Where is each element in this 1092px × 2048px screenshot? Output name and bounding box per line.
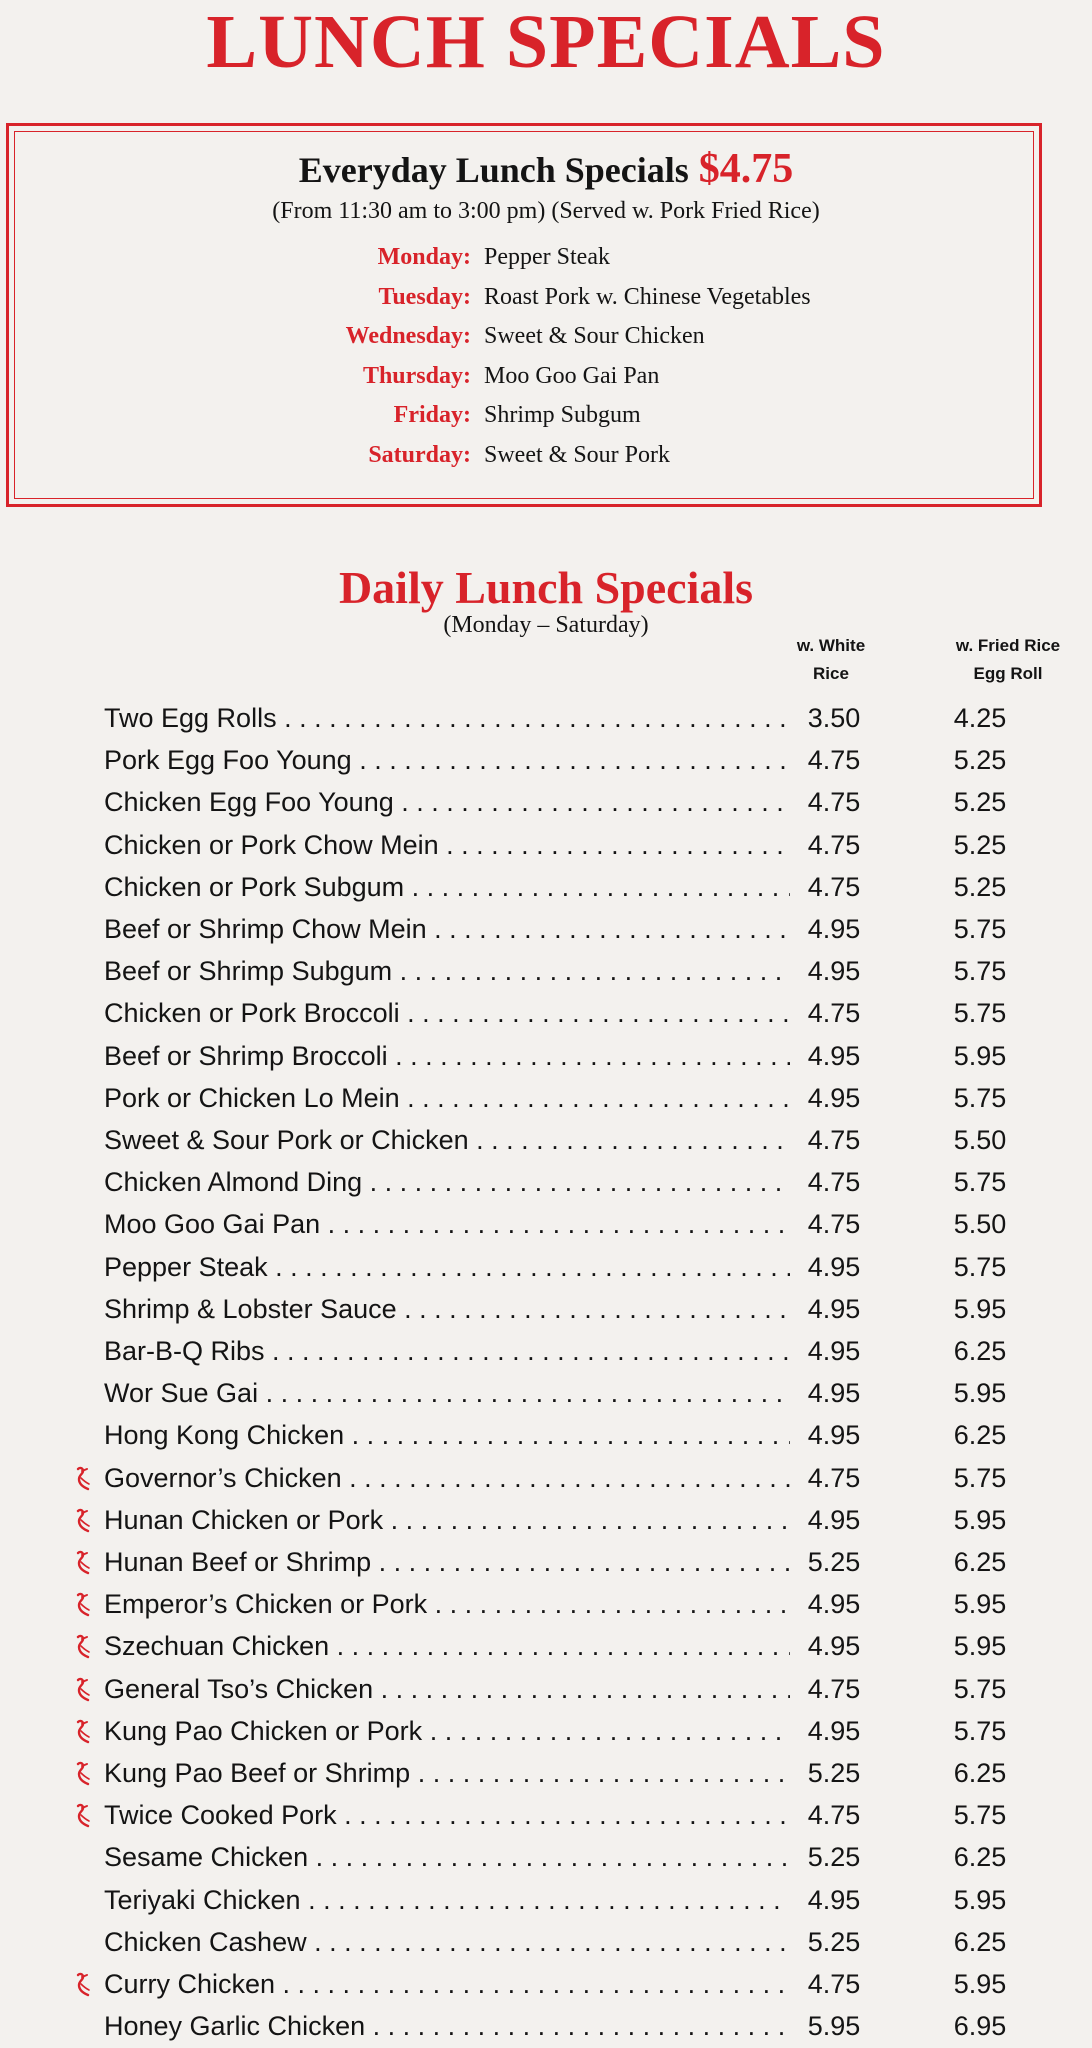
menu-item-row <box>0 908 1092 950</box>
menu-item-name: Chicken or Pork Subgum . . . <box>104 866 790 908</box>
price-white-rice: 3.50 <box>807 703 861 733</box>
menu-item-row <box>0 1119 1092 1161</box>
price-fried-rice: 6.25 <box>953 1420 1007 1451</box>
price-fried-rice: 5.75 <box>953 914 1007 944</box>
menu-item-name: Sweet & Sour Pork or Chicken . . . <box>104 1119 790 1161</box>
price-white-rice: 5.95 <box>807 2011 861 2042</box>
price-fried-rice: 5.75 <box>953 1167 1007 1198</box>
price-white-rice: 4.75 <box>807 871 861 902</box>
menu-item-name: Pepper Steak . . . <box>104 1246 790 1288</box>
price-fried-rice: 5.95 <box>953 1293 1007 1324</box>
menu-item-name: Kung Pao Chicken or Pork . . . <box>104 1710 790 1752</box>
column-header-white-rice-line2: Rice <box>813 664 849 683</box>
day-dish: Roast Pork w. Chinese Vegetables <box>484 283 811 310</box>
menu-item-row <box>0 992 1092 1034</box>
menu-item-name: Chicken or Pork Chow Mein . . . <box>104 824 790 866</box>
price-white-rice: 5.25 <box>807 1758 861 1788</box>
price-white-rice: 4.95 <box>807 914 861 944</box>
menu-item-name: Kung Pao Beef or Shrimp . . . <box>104 1752 790 1794</box>
menu-item-name: Curry Chicken . . . <box>104 1963 790 2005</box>
menu-item-row <box>0 950 1092 992</box>
everyday-day-row <box>0 278 1036 316</box>
menu-item-name: General Tso’s Chicken . . . <box>104 1668 790 1710</box>
menu-item-name: Pork or Chicken Lo Mein . . . <box>104 1077 790 1119</box>
hot-pepper-icon <box>70 1633 98 1661</box>
everyday-price: $4.75 <box>698 146 794 192</box>
price-white-rice: 4.95 <box>807 1336 861 1366</box>
hot-pepper-icon <box>70 1507 98 1535</box>
day-dish: Moo Goo Gai Pan <box>484 362 660 389</box>
price-white-rice: 4.95 <box>807 956 861 987</box>
price-white-rice: 4.75 <box>807 1125 861 1155</box>
menu-item-row <box>0 1794 1092 1836</box>
menu-item-row <box>0 739 1092 781</box>
menu-item-row <box>0 1583 1092 1625</box>
menu-item-name: Beef or Shrimp Broccoli . . . <box>104 1035 790 1077</box>
menu-item-name: Szechuan Chicken . . . <box>104 1625 790 1667</box>
price-white-rice: 4.75 <box>807 998 861 1029</box>
everyday-day-row <box>0 238 1036 276</box>
daily-specials-subtitle: (Monday – Saturday) <box>443 612 649 638</box>
menu-item-row <box>0 1414 1092 1456</box>
day-dish: Pepper Steak <box>484 244 610 270</box>
menu-item-row <box>0 1752 1092 1794</box>
price-white-rice: 4.75 <box>807 1800 861 1831</box>
hot-pepper-icon <box>70 1549 98 1577</box>
menu-item-row <box>0 824 1092 866</box>
menu-item-row <box>0 1372 1092 1414</box>
menu-item-row <box>0 866 1092 908</box>
everyday-day-row <box>0 357 1036 395</box>
price-fried-rice: 6.25 <box>953 1758 1007 1788</box>
menu-item-name: Chicken or Pork Broccoli . . . <box>104 992 790 1034</box>
day-label: Saturday: <box>368 441 471 468</box>
menu-item-name: Hong Kong Chicken . . . <box>104 1414 790 1456</box>
day-label: Wednesday: <box>345 323 471 349</box>
price-fried-rice: 5.75 <box>953 998 1007 1029</box>
menu-item-row <box>0 1246 1092 1288</box>
price-fried-rice: 5.75 <box>953 1715 1007 1746</box>
price-fried-rice: 6.25 <box>953 1336 1007 1366</box>
menu-item-name: Wor Sue Gai . . . <box>104 1372 790 1414</box>
price-white-rice: 4.95 <box>807 1631 861 1662</box>
day-label: Thursday: <box>362 362 471 389</box>
price-white-rice: 4.95 <box>807 1884 861 1915</box>
day-dish: Sweet & Sour Chicken <box>484 323 705 349</box>
menu-item-name: Hunan Chicken or Pork . . . <box>104 1499 790 1541</box>
price-fried-rice: 5.25 <box>953 745 1007 776</box>
everyday-subtitle: (From 11:30 am to 3:00 pm) (Served w. Pork Fried Rice) <box>272 198 820 224</box>
price-white-rice: 4.75 <box>807 829 861 860</box>
day-label: Tuesday: <box>378 283 471 310</box>
menu-item-name: Bar-B-Q Ribs . . . <box>104 1330 790 1372</box>
price-white-rice: 4.75 <box>807 1167 861 1198</box>
menu-item-name: Sesame Chicken . . . <box>104 1836 790 1878</box>
menu-item-name: Teriyaki Chicken . . . <box>104 1879 790 1921</box>
menu-item-name: Chicken Almond Ding . . . <box>104 1161 790 1203</box>
menu-item-row <box>0 1457 1092 1499</box>
price-fried-rice: 5.75 <box>953 1082 1007 1113</box>
menu-item-row <box>0 1836 1092 1878</box>
hot-pepper-icon <box>70 1591 98 1619</box>
menu-item-row <box>0 1077 1092 1119</box>
menu-item-name: Moo Goo Gai Pan . . . <box>104 1203 790 1245</box>
price-fried-rice: 6.25 <box>953 1842 1007 1873</box>
price-white-rice: 4.95 <box>807 1082 861 1113</box>
menu-item-row <box>0 2005 1092 2047</box>
price-fried-rice: 5.95 <box>953 1969 1007 1999</box>
price-fried-rice: 6.25 <box>953 1547 1007 1577</box>
day-dish: Shrimp Subgum <box>484 402 641 428</box>
page-title: LUNCH SPECIALS <box>206 0 886 84</box>
hot-pepper-icon <box>70 1676 98 1704</box>
menu-item-row <box>0 781 1092 823</box>
menu-item-name: Beef or Shrimp Chow Mein . . . <box>104 908 790 950</box>
price-white-rice: 4.75 <box>807 787 861 818</box>
menu-item-name: Twice Cooked Pork . . . <box>104 1794 790 1836</box>
menu-item-name: Emperor’s Chicken or Pork . . . <box>104 1583 790 1625</box>
price-fried-rice: 5.95 <box>953 1589 1007 1620</box>
price-white-rice: 4.95 <box>807 1504 861 1535</box>
menu-item-name: Honey Garlic Chicken . . . <box>104 2005 790 2047</box>
day-label: Friday: <box>393 402 471 428</box>
price-white-rice: 4.95 <box>807 1589 861 1620</box>
price-white-rice: 4.95 <box>807 1040 861 1071</box>
price-fried-rice: 5.75 <box>953 1462 1007 1493</box>
price-fried-rice: 5.95 <box>953 1504 1007 1535</box>
price-fried-rice: 5.50 <box>953 1209 1007 1240</box>
menu-item-name: Chicken Egg Foo Young . . . <box>104 781 790 823</box>
everyday-day-row <box>0 396 1036 434</box>
column-header-fried-rice <box>938 632 1078 688</box>
menu-item-row <box>0 1921 1092 1963</box>
hot-pepper-icon <box>70 1465 98 1493</box>
everyday-specials-heading <box>0 144 1092 195</box>
price-white-rice: 5.25 <box>807 1547 861 1577</box>
price-white-rice: 4.75 <box>807 1209 861 1240</box>
menu-item-name: Beef or Shrimp Subgum . . . <box>104 950 790 992</box>
price-fried-rice: 5.75 <box>953 1251 1007 1282</box>
menu-item-name: Governor’s Chicken . . . <box>104 1457 790 1499</box>
menu-item-row <box>0 1963 1092 2005</box>
menu-item-row <box>0 1625 1092 1667</box>
menu-item-row <box>0 1499 1092 1541</box>
menu-item-name: Chicken Cashew . . . <box>104 1921 790 1963</box>
price-fried-rice: 5.75 <box>953 1673 1007 1704</box>
menu-item-row <box>0 697 1092 739</box>
price-white-rice: 4.95 <box>807 1378 861 1409</box>
hot-pepper-icon <box>70 1971 98 1999</box>
price-fried-rice: 6.25 <box>953 1926 1007 1957</box>
menu-item-row <box>0 1330 1092 1372</box>
daily-specials-heading: Daily Lunch Specials <box>338 562 754 613</box>
price-white-rice: 4.75 <box>807 1673 861 1704</box>
menu-item-row <box>0 1035 1092 1077</box>
price-fried-rice: 5.95 <box>953 1631 1007 1662</box>
column-header-white-rice-line1: w. White <box>796 636 866 655</box>
menu-item-name: Two Egg Rolls . . . <box>104 697 790 739</box>
everyday-heading-text: Everyday Lunch Specials <box>298 150 689 190</box>
price-white-rice: 4.95 <box>807 1293 861 1324</box>
menu-item-row <box>0 1710 1092 1752</box>
day-label: Monday: <box>377 244 471 270</box>
price-white-rice: 4.75 <box>807 1462 861 1493</box>
day-dish: Sweet & Sour Pork <box>484 441 670 468</box>
everyday-day-row <box>0 317 1036 355</box>
price-fried-rice: 5.50 <box>953 1125 1007 1155</box>
price-fried-rice: 5.25 <box>953 829 1007 860</box>
price-fried-rice: 5.75 <box>953 1800 1007 1831</box>
price-fried-rice: 5.25 <box>953 871 1007 902</box>
column-header-fried-rice-line1: w. Fried Rice <box>955 636 1061 655</box>
menu-item-row <box>0 1879 1092 1921</box>
menu-item-row <box>0 1161 1092 1203</box>
price-white-rice: 4.75 <box>807 1969 861 1999</box>
price-fried-rice: 6.95 <box>953 2011 1007 2042</box>
menu-item-name: Shrimp & Lobster Sauce . . . <box>104 1288 790 1330</box>
menu-item-row <box>0 1541 1092 1583</box>
column-header-white-rice <box>761 632 901 688</box>
everyday-day-row <box>0 436 1036 474</box>
price-fried-rice: 5.25 <box>953 787 1007 818</box>
price-fried-rice: 5.95 <box>953 1378 1007 1409</box>
price-white-rice: 5.25 <box>807 1926 861 1957</box>
hot-pepper-icon <box>70 1760 98 1788</box>
menu-item-name: Hunan Beef or Shrimp . . . <box>104 1541 790 1583</box>
price-fried-rice: 4.25 <box>953 703 1007 733</box>
price-white-rice: 5.25 <box>807 1842 861 1873</box>
menu-item-row <box>0 1668 1092 1710</box>
price-fried-rice: 5.95 <box>953 1884 1007 1915</box>
price-white-rice: 4.75 <box>807 745 861 776</box>
menu-item-name: Pork Egg Foo Young . . . <box>104 739 790 781</box>
hot-pepper-icon <box>70 1802 98 1830</box>
menu-item-row <box>0 1203 1092 1245</box>
price-white-rice: 4.95 <box>807 1251 861 1282</box>
hot-pepper-icon <box>70 1718 98 1746</box>
price-white-rice: 4.95 <box>807 1715 861 1746</box>
column-header-fried-rice-line2: Egg Roll <box>973 664 1043 683</box>
menu-item-row <box>0 1288 1092 1330</box>
price-white-rice: 4.95 <box>807 1420 861 1451</box>
price-fried-rice: 5.95 <box>953 1040 1007 1071</box>
price-fried-rice: 5.75 <box>953 956 1007 987</box>
